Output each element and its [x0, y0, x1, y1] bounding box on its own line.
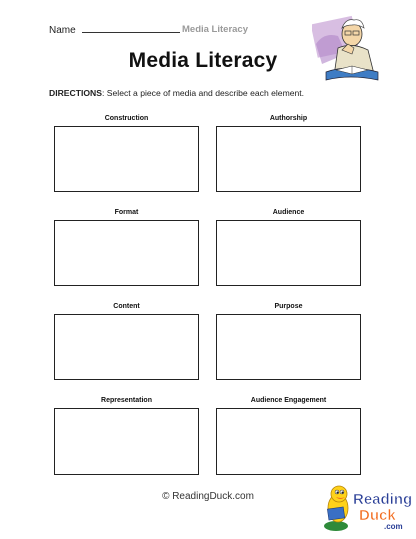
page-title-text: Media Literacy — [128, 49, 278, 72]
header-subject: Media Literacy — [182, 24, 248, 35]
audience-engagement-box[interactable] — [216, 408, 361, 475]
directions-label: DIRECTIONS — [49, 88, 102, 98]
purpose-box[interactable] — [216, 314, 361, 380]
reading-duck-logo — [322, 478, 412, 534]
logo-line1: Reading — [353, 491, 412, 508]
cell-label-authorship: Authorship — [269, 115, 308, 122]
name-field — [49, 24, 180, 36]
reading-man-illustration — [312, 14, 386, 86]
content-box[interactable] — [54, 314, 199, 380]
directions-text: : Select a piece of media and describe each element. — [102, 88, 305, 98]
logo-line2: Duck — [359, 507, 396, 524]
cell-label-representation: Representation — [101, 397, 152, 404]
audience-box[interactable] — [216, 220, 361, 286]
cell-label-audience: Audience — [272, 209, 305, 216]
directions — [49, 88, 304, 98]
name-blank-line — [82, 24, 180, 33]
cell-label-content: Content — [113, 303, 140, 310]
cell-label-audience-engagement: Audience Engagement — [250, 397, 327, 404]
format-box[interactable] — [54, 220, 199, 286]
name-label: Name — [49, 25, 76, 36]
representation-box[interactable] — [54, 408, 199, 475]
authorship-box[interactable] — [216, 126, 361, 192]
cell-label-construction: Construction — [104, 115, 149, 122]
footer-copyright: © ReadingDuck.com — [162, 491, 254, 502]
construction-box[interactable] — [54, 126, 199, 192]
cell-label-format: Format — [114, 209, 139, 216]
cell-label-purpose: Purpose — [274, 303, 303, 310]
logo-suffix: .com — [384, 522, 403, 531]
